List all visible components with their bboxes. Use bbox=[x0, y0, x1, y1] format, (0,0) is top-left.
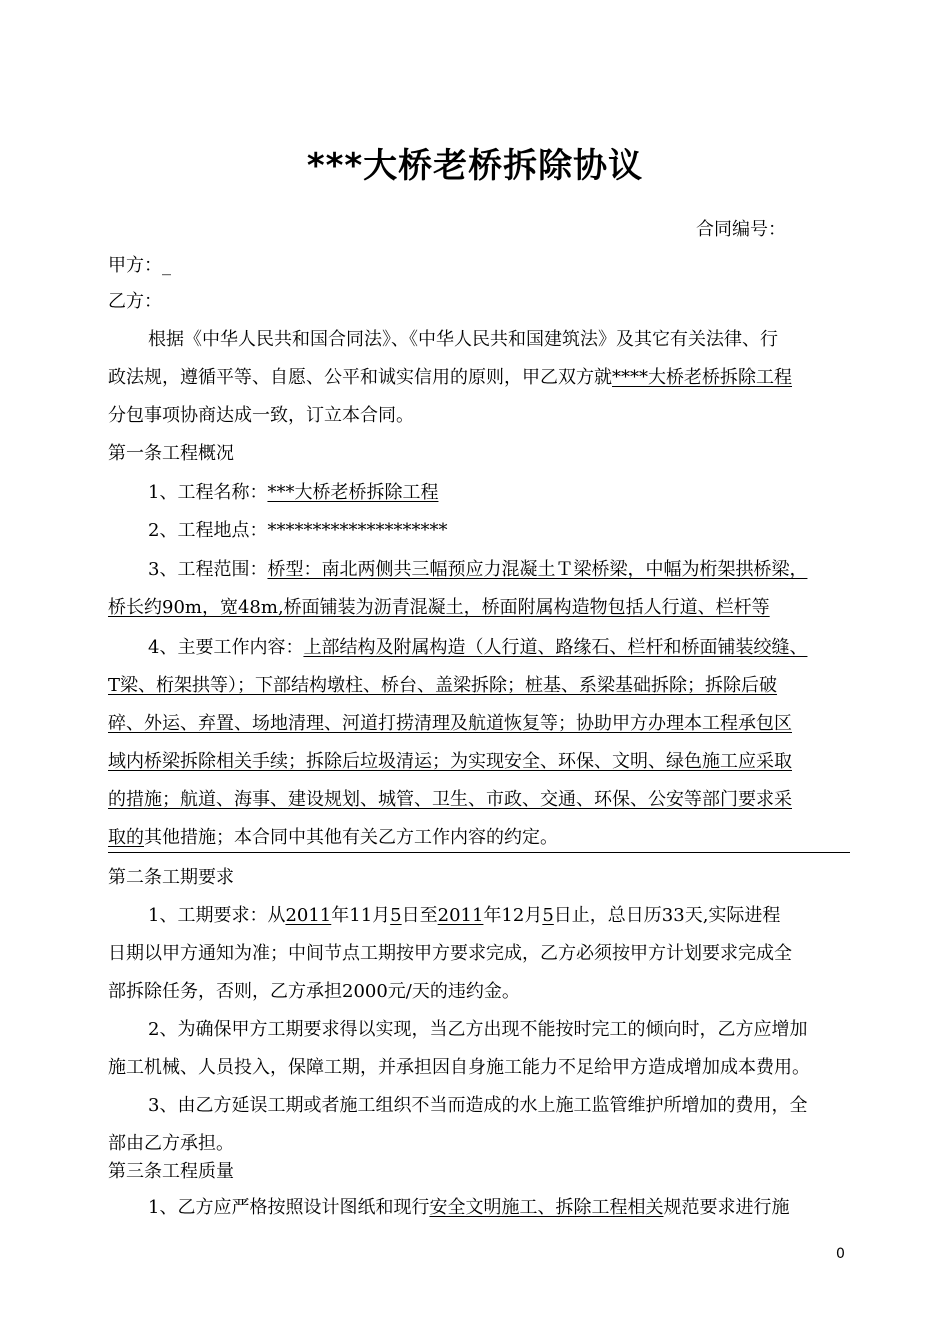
project-scope-row bbox=[148, 558, 807, 582]
main-work-text-5: 的措施；航道、海事、建设规划、城管、卫生、市政、交通、环保、公安等部门要求采 bbox=[108, 789, 792, 810]
article-1-heading: 第一条工程概况 bbox=[108, 443, 234, 464]
preamble-project-name: ****大桥老桥拆除工程 bbox=[612, 367, 792, 388]
schedule-text-a: 1、工期要求：从 bbox=[148, 905, 286, 926]
main-work-row bbox=[148, 636, 807, 660]
main-work-text-2: T梁、桁架拱等）；下部结构墩柱、桥台、盖梁拆除；桩基、系梁基础拆除；拆除后破 bbox=[108, 675, 778, 696]
party-b-label: 乙方： bbox=[108, 291, 162, 312]
project-scope-text-2: 桥长约90m，宽48m,桥面铺装为沥青混凝土，桥面附属构造物包括人行道、栏杆等 bbox=[108, 597, 770, 618]
main-work-text-6 bbox=[108, 826, 558, 850]
project-scope-text-1: 桥型：南北两侧共三幅预应力混凝土Ｔ梁桥梁，中幅为桁架拱桥梁， bbox=[267, 559, 808, 580]
page-number: 0 bbox=[836, 1246, 845, 1262]
end-day: 5 bbox=[542, 905, 554, 926]
main-work-text-4: 域内桥梁拆除相关手续；拆除后垃圾清运；为实现安全、环保、文明、绿色施工应采取 bbox=[108, 751, 792, 772]
quality-line-1 bbox=[148, 1196, 789, 1220]
section-rule bbox=[108, 852, 850, 853]
contract-number-label: 合同编号： bbox=[696, 219, 786, 240]
end-year: 2011 bbox=[437, 905, 484, 926]
schedule-text-b: 年11月 bbox=[331, 905, 391, 926]
schedule-text-c: 日至 bbox=[401, 905, 438, 926]
start-year: 2011 bbox=[285, 905, 332, 926]
quality-standard: 安全文明施工、拆除工程相关 bbox=[429, 1197, 664, 1218]
schedule-p3-line-1: 3、由乙方延误工期或者施工组织不当而造成的水上施工监管维护所增加的费用，全 bbox=[148, 1095, 808, 1116]
project-location-row: 2、工程地点：******************** bbox=[148, 520, 448, 541]
main-work-label: 4、主要工作内容： bbox=[148, 637, 304, 658]
schedule-text-e: 日止，总日历33天,实际进程 bbox=[553, 905, 781, 926]
preamble-line-2 bbox=[108, 366, 792, 390]
start-day: 5 bbox=[390, 905, 402, 926]
article-3-heading: 第三条工程质量 bbox=[108, 1161, 234, 1182]
main-work-text-3: 碎、外运、弃置、场地清理、河道打捞清理及航道恢复等；协助甲方办理本工程承包区 bbox=[108, 713, 792, 734]
party-a-label: 甲方：_ bbox=[108, 255, 171, 276]
quality-text-a: 1、乙方应严格按照设计图纸和现行 bbox=[148, 1197, 430, 1218]
schedule-p2-line-1: 2、为确保甲方工期要求得以实现，当乙方出现不能按时完工的倾向时，乙方应增加 bbox=[148, 1019, 808, 1040]
preamble-line-1: 根据《中华人民共和国合同法》、《中华人民共和国建筑法》及其它有关法律、行 bbox=[148, 329, 778, 350]
schedule-p3-line-2: 部由乙方承担。 bbox=[108, 1133, 234, 1154]
quality-text-b: 规范要求进行施 bbox=[663, 1197, 790, 1218]
schedule-text-d: 年12月 bbox=[483, 905, 543, 926]
schedule-line-3: 部拆除任务，否则，乙方承担2000元/天的违约金。 bbox=[108, 981, 520, 1002]
project-scope-label: 3、工程范围： bbox=[148, 559, 268, 580]
project-name-label: 1、工程名称： bbox=[148, 482, 268, 503]
project-name-row bbox=[148, 481, 438, 505]
schedule-line-1 bbox=[148, 904, 780, 928]
main-work-text-6a: 取的 bbox=[108, 827, 144, 848]
preamble-text: 政法规，遵循平等、自愿、公平和诚实信用的原则，甲乙双方就 bbox=[108, 367, 612, 388]
article-2-heading: 第二条工期要求 bbox=[108, 867, 234, 888]
main-work-text-1: 上部结构及附属构造（人行道、路缘石、栏杆和桥面铺装绞缝、 bbox=[303, 637, 808, 658]
preamble-line-3: 分包事项协商达成一致，订立本合同。 bbox=[108, 405, 414, 426]
schedule-line-2: 日期以甲方通知为准；中间节点工期按甲方要求完成，乙方必须按甲方计划要求完成全 bbox=[108, 943, 792, 964]
schedule-p2-line-2: 施工机械、人员投入，保障工期，并承担因自身施工能力不足给甲方造成增加成本费用。 bbox=[108, 1057, 810, 1078]
document-title: ***大桥老桥拆除协议 bbox=[306, 146, 644, 186]
main-work-text-6b: 其他措施；本合同中其他有关乙方工作内容的约定。 bbox=[144, 827, 558, 848]
project-name-value: ***大桥老桥拆除工程 bbox=[267, 482, 439, 503]
